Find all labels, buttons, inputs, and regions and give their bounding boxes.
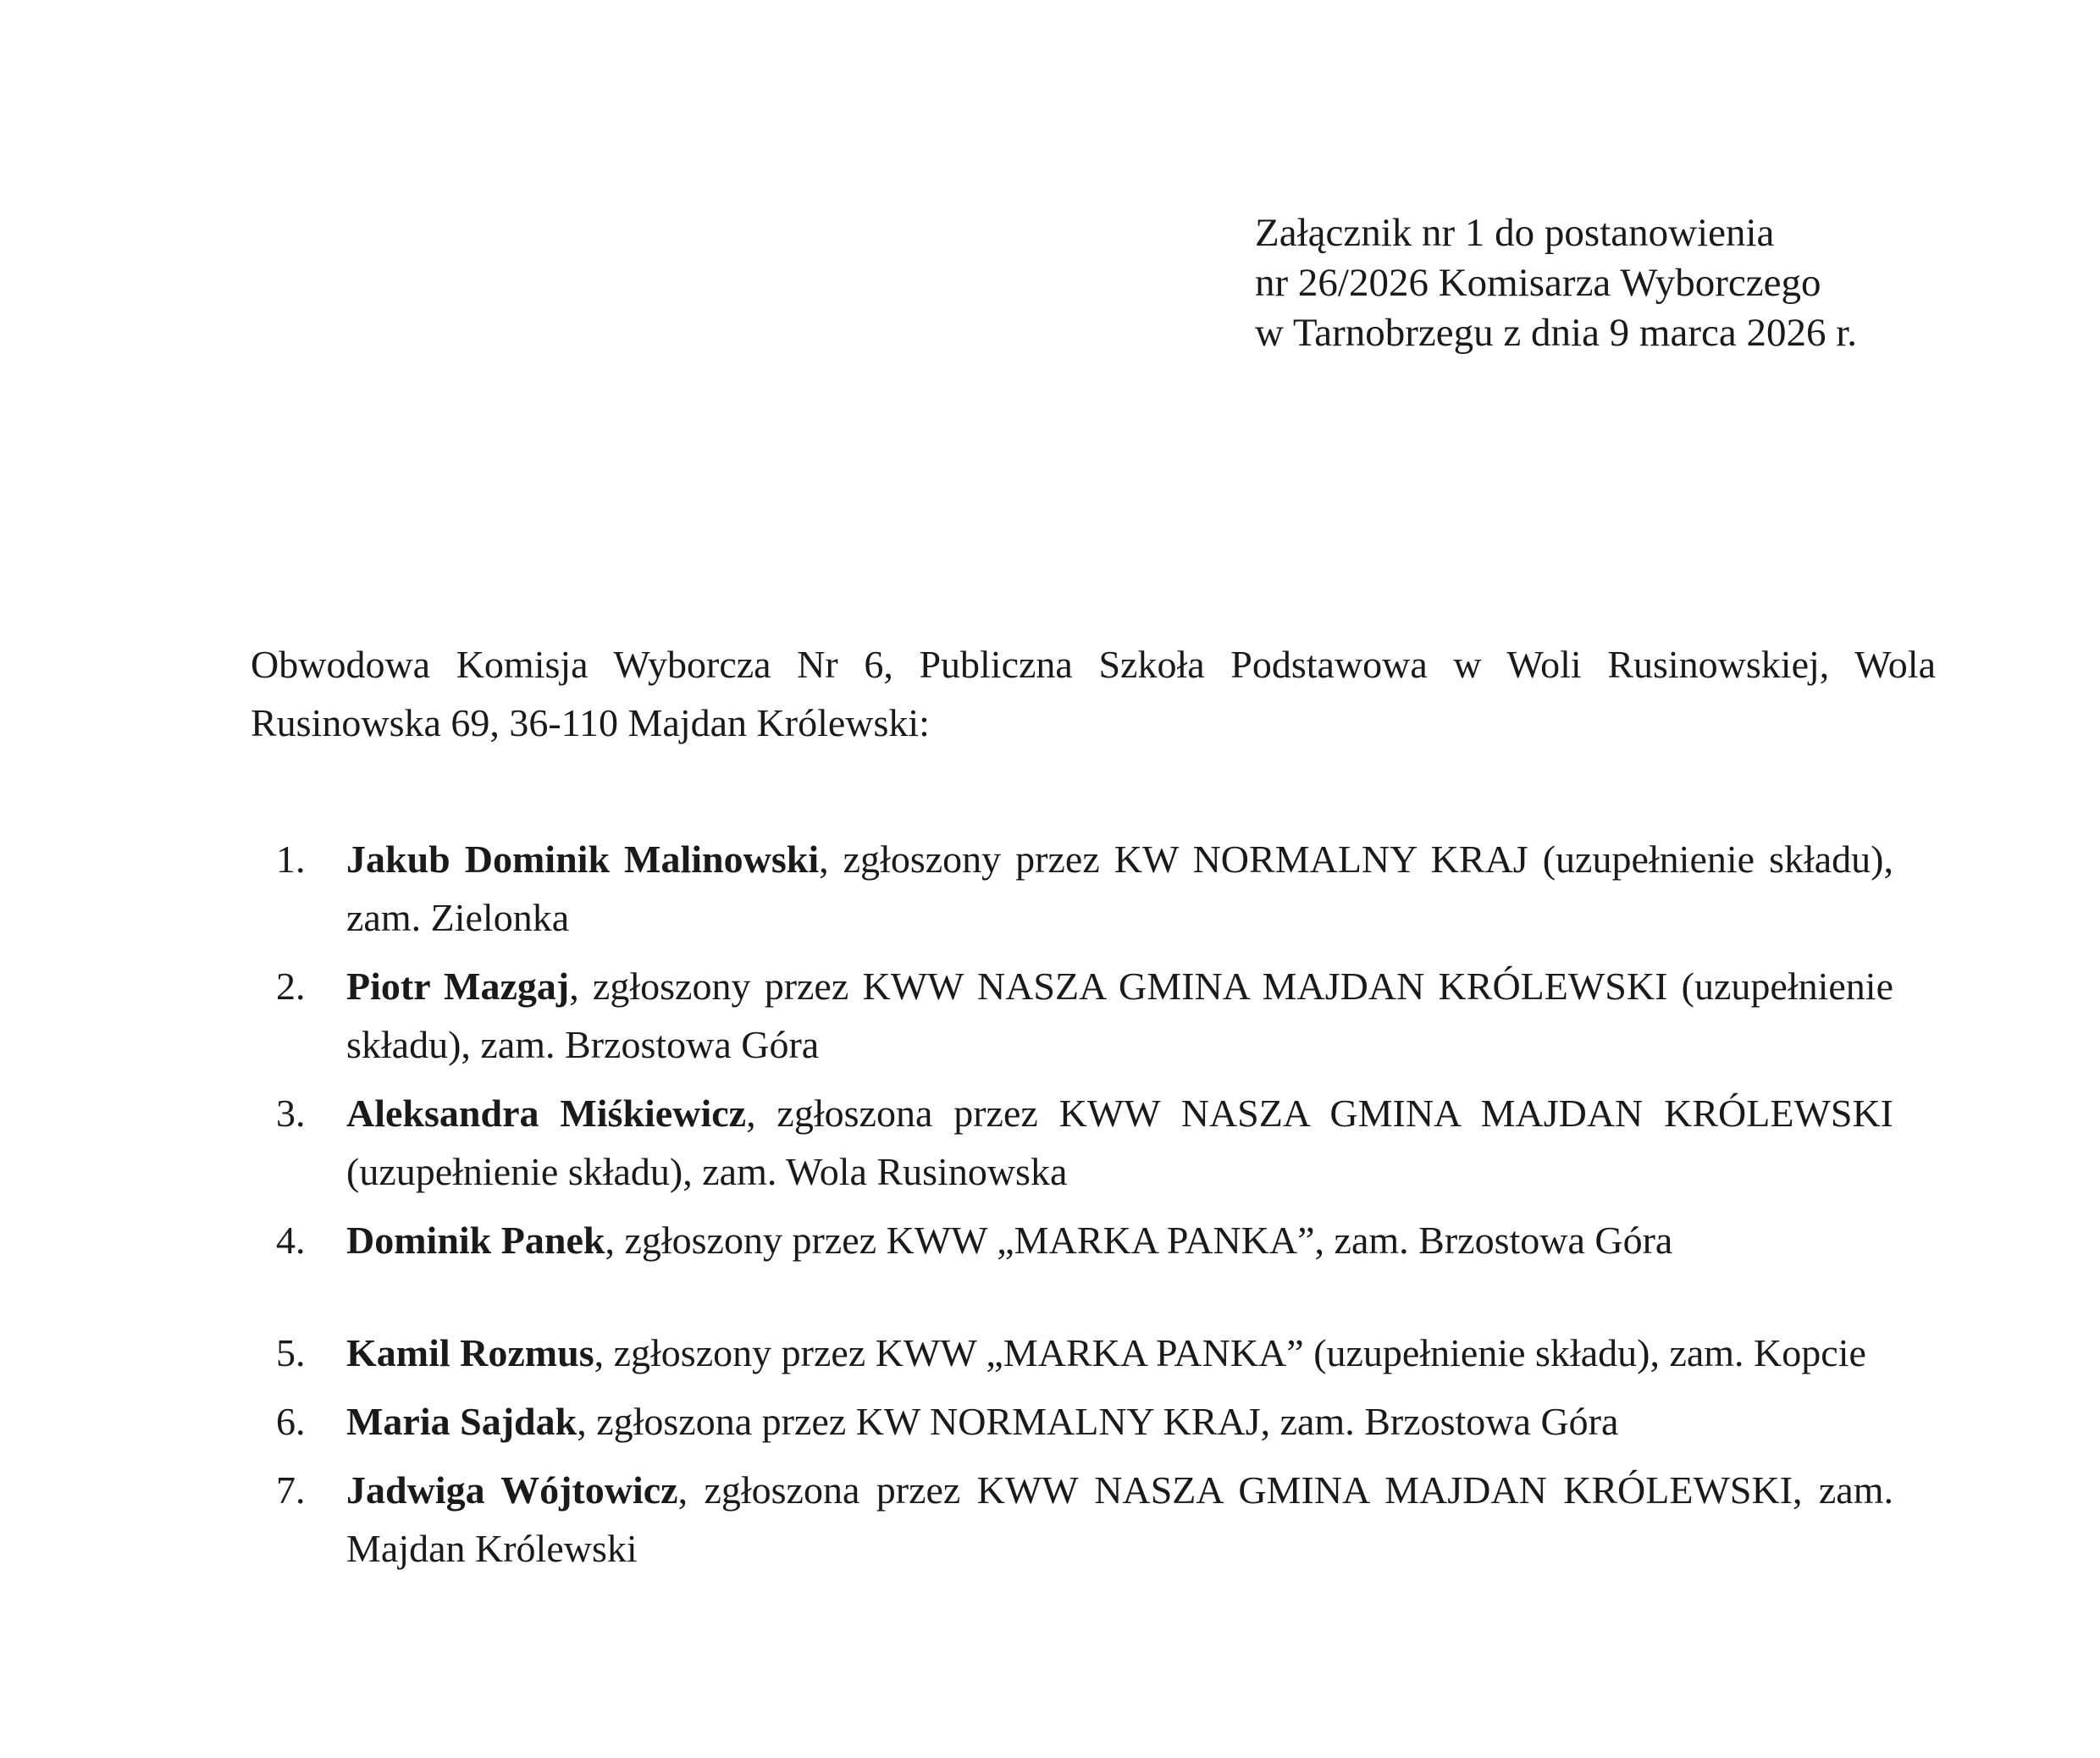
member-name: Dominik Panek: [346, 1219, 605, 1262]
member-details: , zgłoszona przez KWW NASZA GMINA MAJDAN KRÓLEWSKI (uzupełnienie składu), zam. Wola Rusinowska: [346, 1092, 1893, 1193]
member-number: 2.: [276, 965, 306, 1008]
member-item: [251, 1084, 1893, 1201]
commission-heading: Obwodowa Komisja Wyborcza Nr 6, Publiczna Szkoła Podstawowa w Woli Rusinowskiej, Wola Rusinowska 69, 36-110 Majdan Królewski:: [251, 643, 1936, 744]
member-number: 3.: [276, 1092, 306, 1135]
member-number: 7.: [276, 1468, 306, 1512]
member-number: 5.: [276, 1331, 306, 1374]
members-list: [251, 830, 1893, 1588]
member-details: , zgłoszony przez KW NORMALNY KRAJ (uzupełnienie składu), zam. Zielonka: [346, 838, 1893, 939]
attachment-header-line-2: nr 26/2026 Komisarza Wyborczego: [1255, 261, 1821, 305]
member-details: , zgłoszona przez KW NORMALNY KRAJ, zam. Brzostowa Góra: [577, 1400, 1619, 1443]
attachment-header-line-3: w Tarnobrzegu z dnia 9 marca 2026 r.: [1255, 311, 1858, 355]
member-name: Jakub Dominik Malinowski: [346, 838, 820, 881]
member-item: [251, 1461, 1893, 1578]
member-item: [251, 830, 1893, 947]
attachment-header: [1255, 208, 1857, 358]
member-name: Maria Sajdak: [346, 1400, 578, 1443]
attachment-header-line-1: Załącznik nr 1 do postanowienia: [1255, 211, 1775, 255]
member-name: Aleksandra Miśkiewicz: [346, 1092, 747, 1135]
member-name: Jadwiga Wójtowicz: [346, 1468, 678, 1512]
member-number: 1.: [276, 838, 306, 881]
member-details: , zgłoszona przez KWW NASZA GMINA MAJDAN KRÓLEWSKI, zam. Majdan Królewski: [346, 1468, 1893, 1570]
member-number: 6.: [276, 1400, 306, 1443]
member-details: , zgłoszony przez KWW NASZA GMINA MAJDAN KRÓLEWSKI (uzupełnienie składu), zam. Brzostowa Góra: [346, 965, 1893, 1066]
member-item: [251, 957, 1893, 1074]
member-name: Kamil Rozmus: [346, 1331, 594, 1374]
member-number: 4.: [276, 1219, 306, 1262]
member-item: [251, 1324, 1893, 1382]
member-item: [251, 1392, 1893, 1451]
member-details: , zgłoszony przez KWW „MARKA PANKA” (uzupełnienie składu), zam. Kopcie: [594, 1331, 1866, 1374]
member-item: [251, 1211, 1893, 1269]
member-details: , zgłoszony przez KWW „MARKA PANKA”, zam. Brzostowa Góra: [605, 1219, 1673, 1262]
member-name: Piotr Mazgaj: [346, 965, 570, 1008]
